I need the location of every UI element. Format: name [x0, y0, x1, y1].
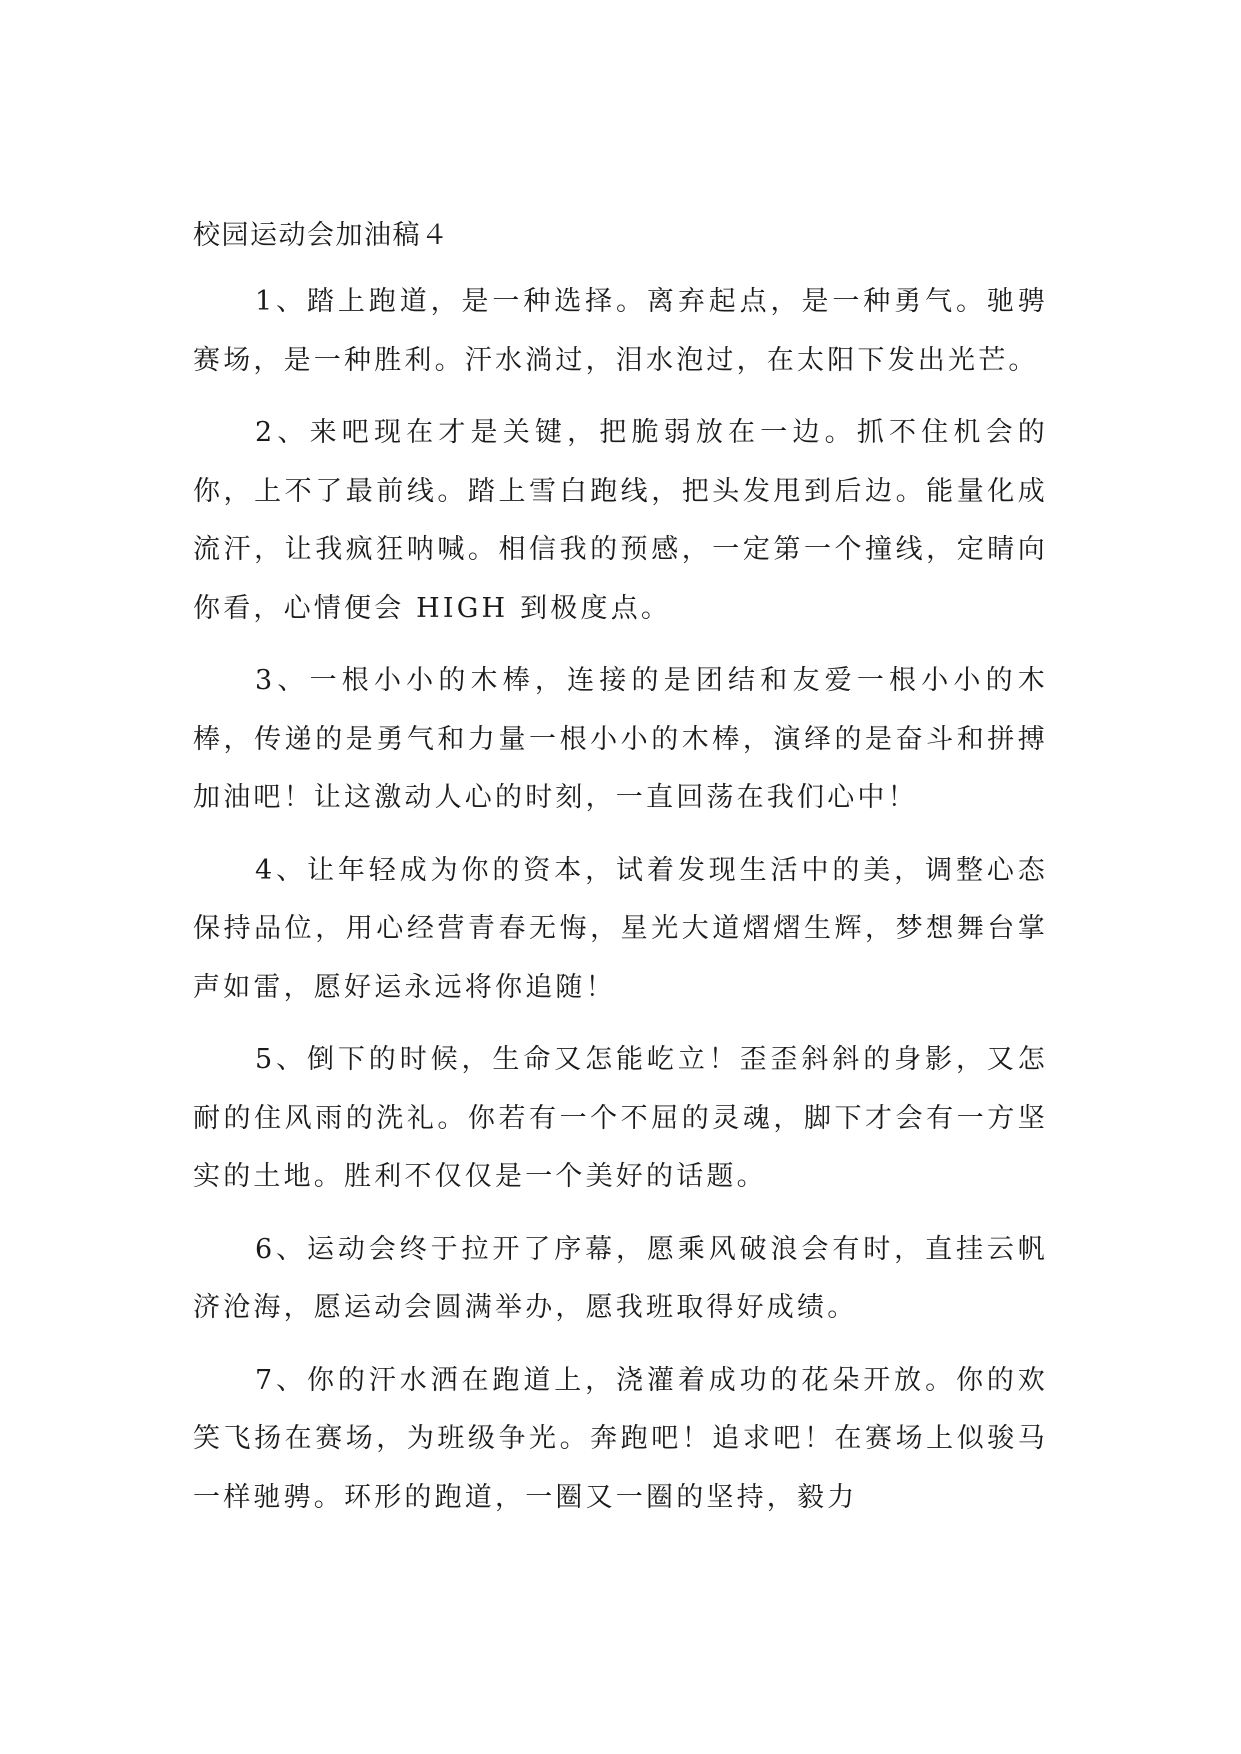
paragraph-1: 1、踏上跑道，是一种选择。离弃起点，是一种勇气。驰骋赛场，是一种胜利。汗水淌过，泪水泡过，在太阳下发出光芒。 [193, 286, 1048, 376]
paragraph-2: 2、来吧现在才是关键，把脆弱放在一边。抓不住机会的你，上不了最前线。踏上雪白跑线，把头发甩到后边。能量化成流汗，让我疯狂呐喊。相信我的预感，一定第一个撞线，定睛向你看，心情便会 HIGH 到极度点。 [193, 417, 1048, 624]
paragraph-6: 6、运动会终于拉开了序幕，愿乘风破浪会有时，直挂云帆济沧海，愿运动会圆满举办，愿我班取得好成绩。 [193, 1233, 1048, 1323]
document-body [193, 221, 1048, 1541]
paragraph-5: 5、倒下的时候，生命又怎能屹立！歪歪斜斜的身影，又怎耐的住风雨的洗礼。你若有一个不屈的灵魂，脚下才会有一方坚实的土地。胜利不仅仅是一个美好的话题。 [193, 1044, 1048, 1192]
paragraph-4: 4、让年轻成为你的资本，试着发现生活中的美，调整心态保持品位，用心经营青春无悔，星光大道熠熠生辉，梦想舞台掌声如雷，愿好运永远将你追随！ [193, 854, 1048, 1003]
document-title: 校园运动会加油稿４ [193, 220, 450, 251]
paragraph-3: 3、一根小小的木棒，连接的是团结和友爱一根小小的木棒，传递的是勇气和力量一根小小的木棒，演绎的是奋斗和拼搏加油吧！让这激动人心的时刻，一直回荡在我们心中！ [193, 665, 1048, 813]
paragraph-7: 7、你的汗水洒在跑道上，浇灌着成功的花朵开放。你的欢笑飞扬在赛场，为班级争光。奔跑吧！追求吧！在赛场上似骏马一样驰骋。环形的跑道，一圈又一圈的坚持，毅力 [193, 1364, 1048, 1513]
